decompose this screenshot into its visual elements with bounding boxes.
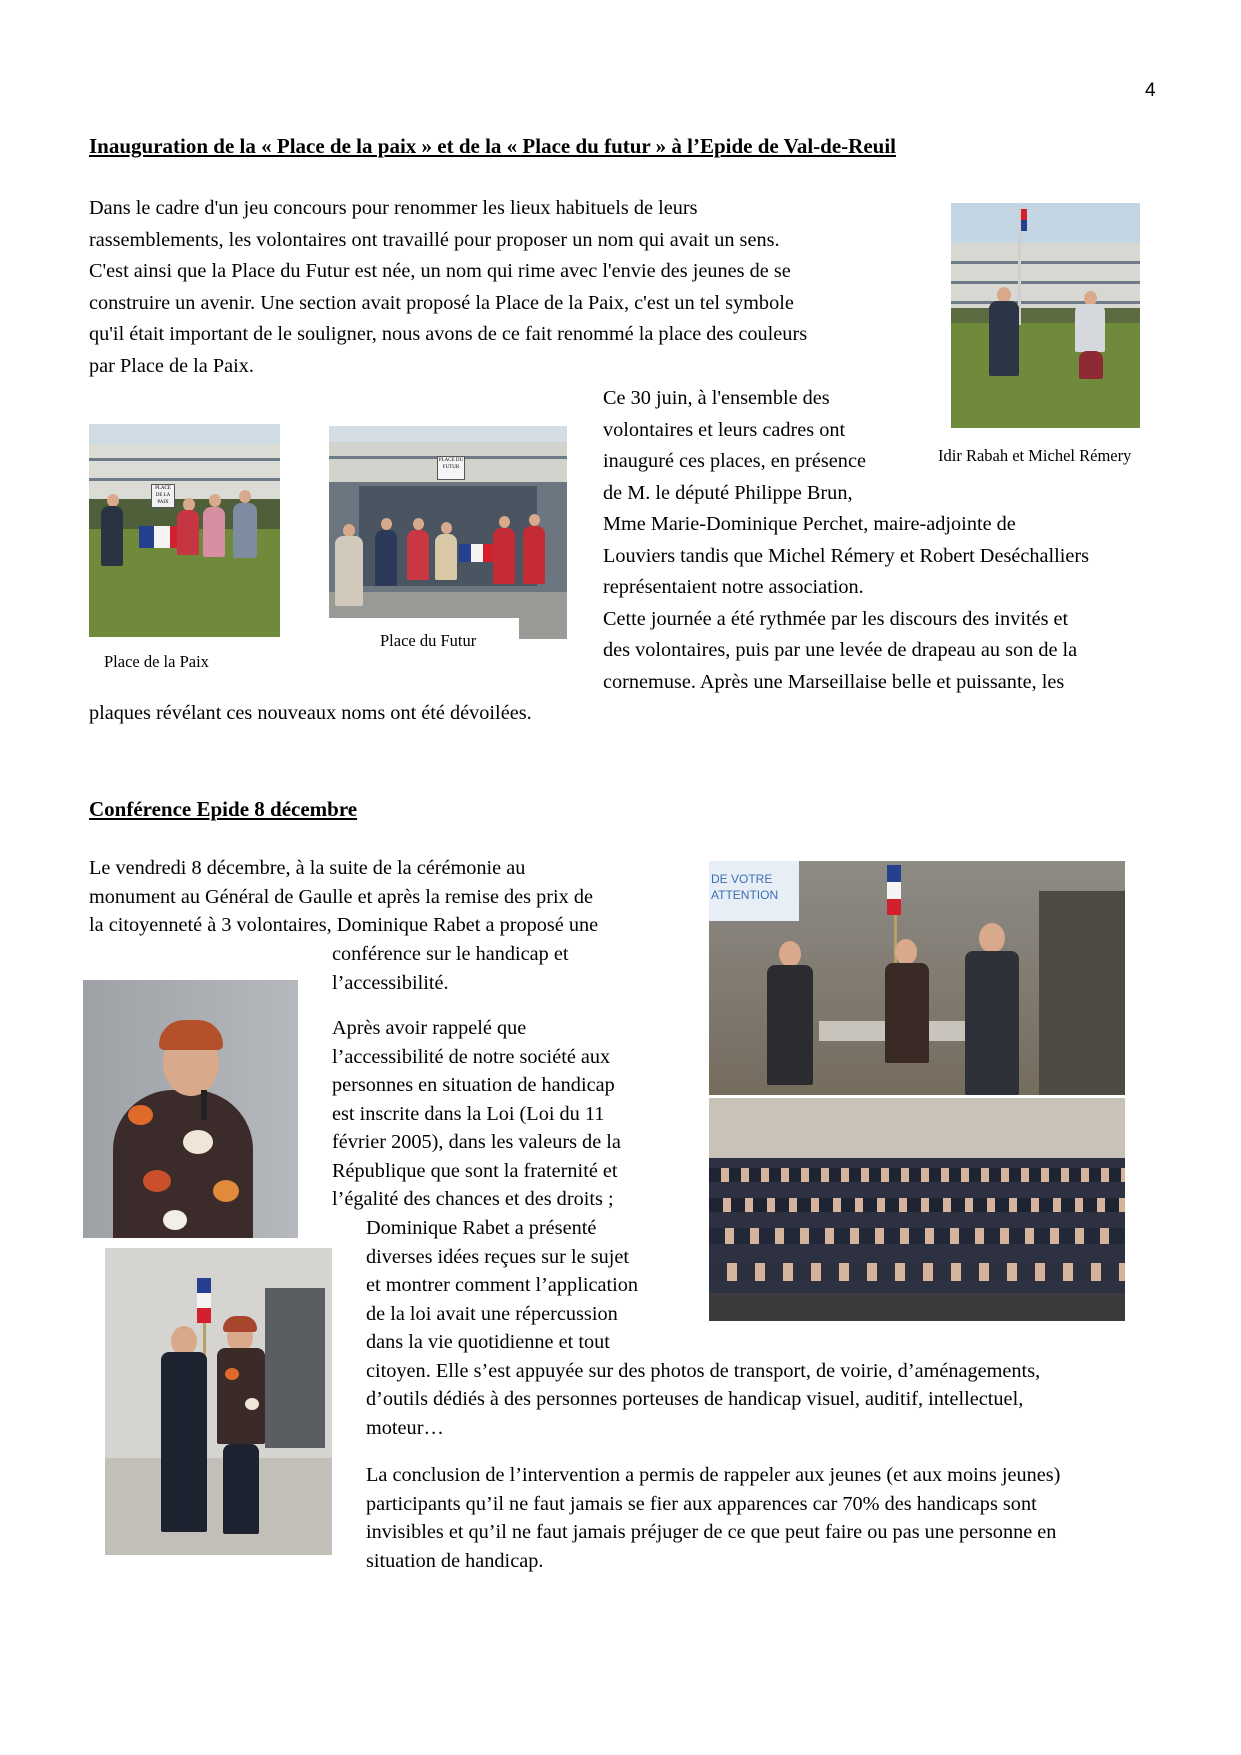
text-line: situation de handicap. [366,1549,544,1572]
text-line: construire un avenir. Une section avait proposé la Place de la Paix, c'est un tel symbole [89,291,794,314]
photo-conference-audience [709,1098,1125,1321]
text-line: l’accessibilité. [332,971,449,994]
caption-place-du-futur: Place du Futur [380,631,477,650]
text-line: République que sont la fraternité et [332,1159,618,1182]
text-line: rassemblements, les volontaires ont travaillé pour proposer un nom qui avait un sens. [89,228,780,251]
conference-intro-paragraph [89,854,598,940]
photo-place-du-futur [329,426,567,639]
photo-conference-room-speakers [709,861,1125,1095]
text-line: Le vendredi 8 décembre, à la suite de la cérémonie au [89,857,526,879]
text-line: diverses idées reçues sur le sujet [366,1245,630,1268]
text-line: et montrer comment l’application [366,1274,639,1296]
inauguration-intro-paragraph [89,193,807,382]
text-line: C'est ainsi que la Place du Futur est née, un nom qui rime avec l'envie des jeunes de se [89,260,791,282]
section-title-conference: Conférence Epide 8 décembre [89,797,358,821]
conference-conclusion-paragraph [366,1461,1060,1575]
text-line: représentaient notre association. [603,576,864,598]
text-line: Dominique Rabet a présenté [366,1217,597,1239]
text-line: La conclusion de l’intervention a permis de rappeler aux jeunes (et aux moins jeunes) [366,1464,1061,1486]
text-line: la citoyenneté à 3 volontaires, Dominique Rabet a proposé une [89,914,599,936]
text-line: participants qu’il ne faut jamais se fier aux apparences car 70% des handicaps sont [366,1492,1037,1515]
text-line: de la loi avait une répercussion [366,1302,618,1325]
conference-law-paragraph [332,1014,621,1214]
text-line: Mme Marie-Dominique Perchet, maire-adjointe de [603,513,1016,535]
inauguration-event-paragraph [603,383,1089,698]
photo-place-de-la-paix [89,424,280,637]
photo-two-speakers [105,1248,332,1555]
inauguration-closing-line [89,698,532,730]
text-line: plaques révélant ces nouveaux noms ont été dévoilées. [89,702,532,724]
conference-intro-continued [332,940,568,997]
text-line: qu'il était important de le souligner, nous avons de ce fait renommé la place des couleurs [89,323,808,345]
text-line: personnes en situation de handicap [332,1074,615,1096]
text-line: par Place de la Paix. [89,354,255,377]
text-line: conférence sur le handicap et [332,943,569,965]
text-line: février 2005), dans les valeurs de la [332,1131,621,1153]
text-line: d’outils dédiés à des personnes porteuses de handicap visuel, auditif, intellectuel, [366,1388,1024,1410]
photo-dominique-rabet-speaking [83,980,298,1238]
text-line: inauguré ces places, en présence [603,450,866,472]
text-line: l’accessibilité de notre société aux [332,1045,611,1068]
text-line: volontaires et leurs cadres ont [603,418,846,441]
section-title-inauguration: Inauguration de la « Place de la paix » et de la « Place du futur » à l’Epide de Val-de-Reuil [89,134,896,158]
caption-place-de-la-paix: Place de la Paix [104,652,209,671]
text-line: Après avoir rappelé que [332,1017,527,1039]
text-line: Cette journée a été rythmée par les discours des invités et [603,607,1069,630]
text-line: Louviers tandis que Michel Rémery et Robert Deséchalliers [603,544,1090,567]
sign-place-paix: PLACE DE LA PAIX [151,484,175,508]
text-line: Ce 30 juin, à l'ensemble des [603,387,830,409]
text-line: citoyen. Elle s’est appuyée sur des photos de transport, de voirie, d’aménagements, [366,1359,1041,1382]
sign-place-futur: PLACE DU FUTUR [437,456,465,480]
text-line: de M. le député Philippe Brun, [603,481,853,504]
text-line: cornemuse. Après une Marseillaise belle et puissante, les [603,670,1065,693]
page-number: 4 [1145,80,1156,101]
text-line: monument au Général de Gaulle et après la remise des prix de [89,885,594,908]
text-line: est inscrite dans la Loi (Loi du 11 [332,1102,605,1125]
text-line: Dans le cadre d'un jeu concours pour renommer les lieux habituels de leurs [89,197,698,219]
text-line: moteur… [366,1416,444,1439]
text-line: dans la vie quotidienne et tout [366,1331,610,1353]
screen-text: DE VOTRE ATTENTION [711,872,779,902]
caption-rabah-remery: Idir Rabah et Michel Rémery [938,446,1132,465]
text-line: des volontaires, puis par une levée de drapeau au son de la [603,639,1078,661]
text-line: invisibles et qu’il ne faut jamais préjuger de ce que peut faire ou pas une personne en [366,1521,1057,1543]
text-line: l’égalité des chances et des droits ; [332,1188,614,1210]
